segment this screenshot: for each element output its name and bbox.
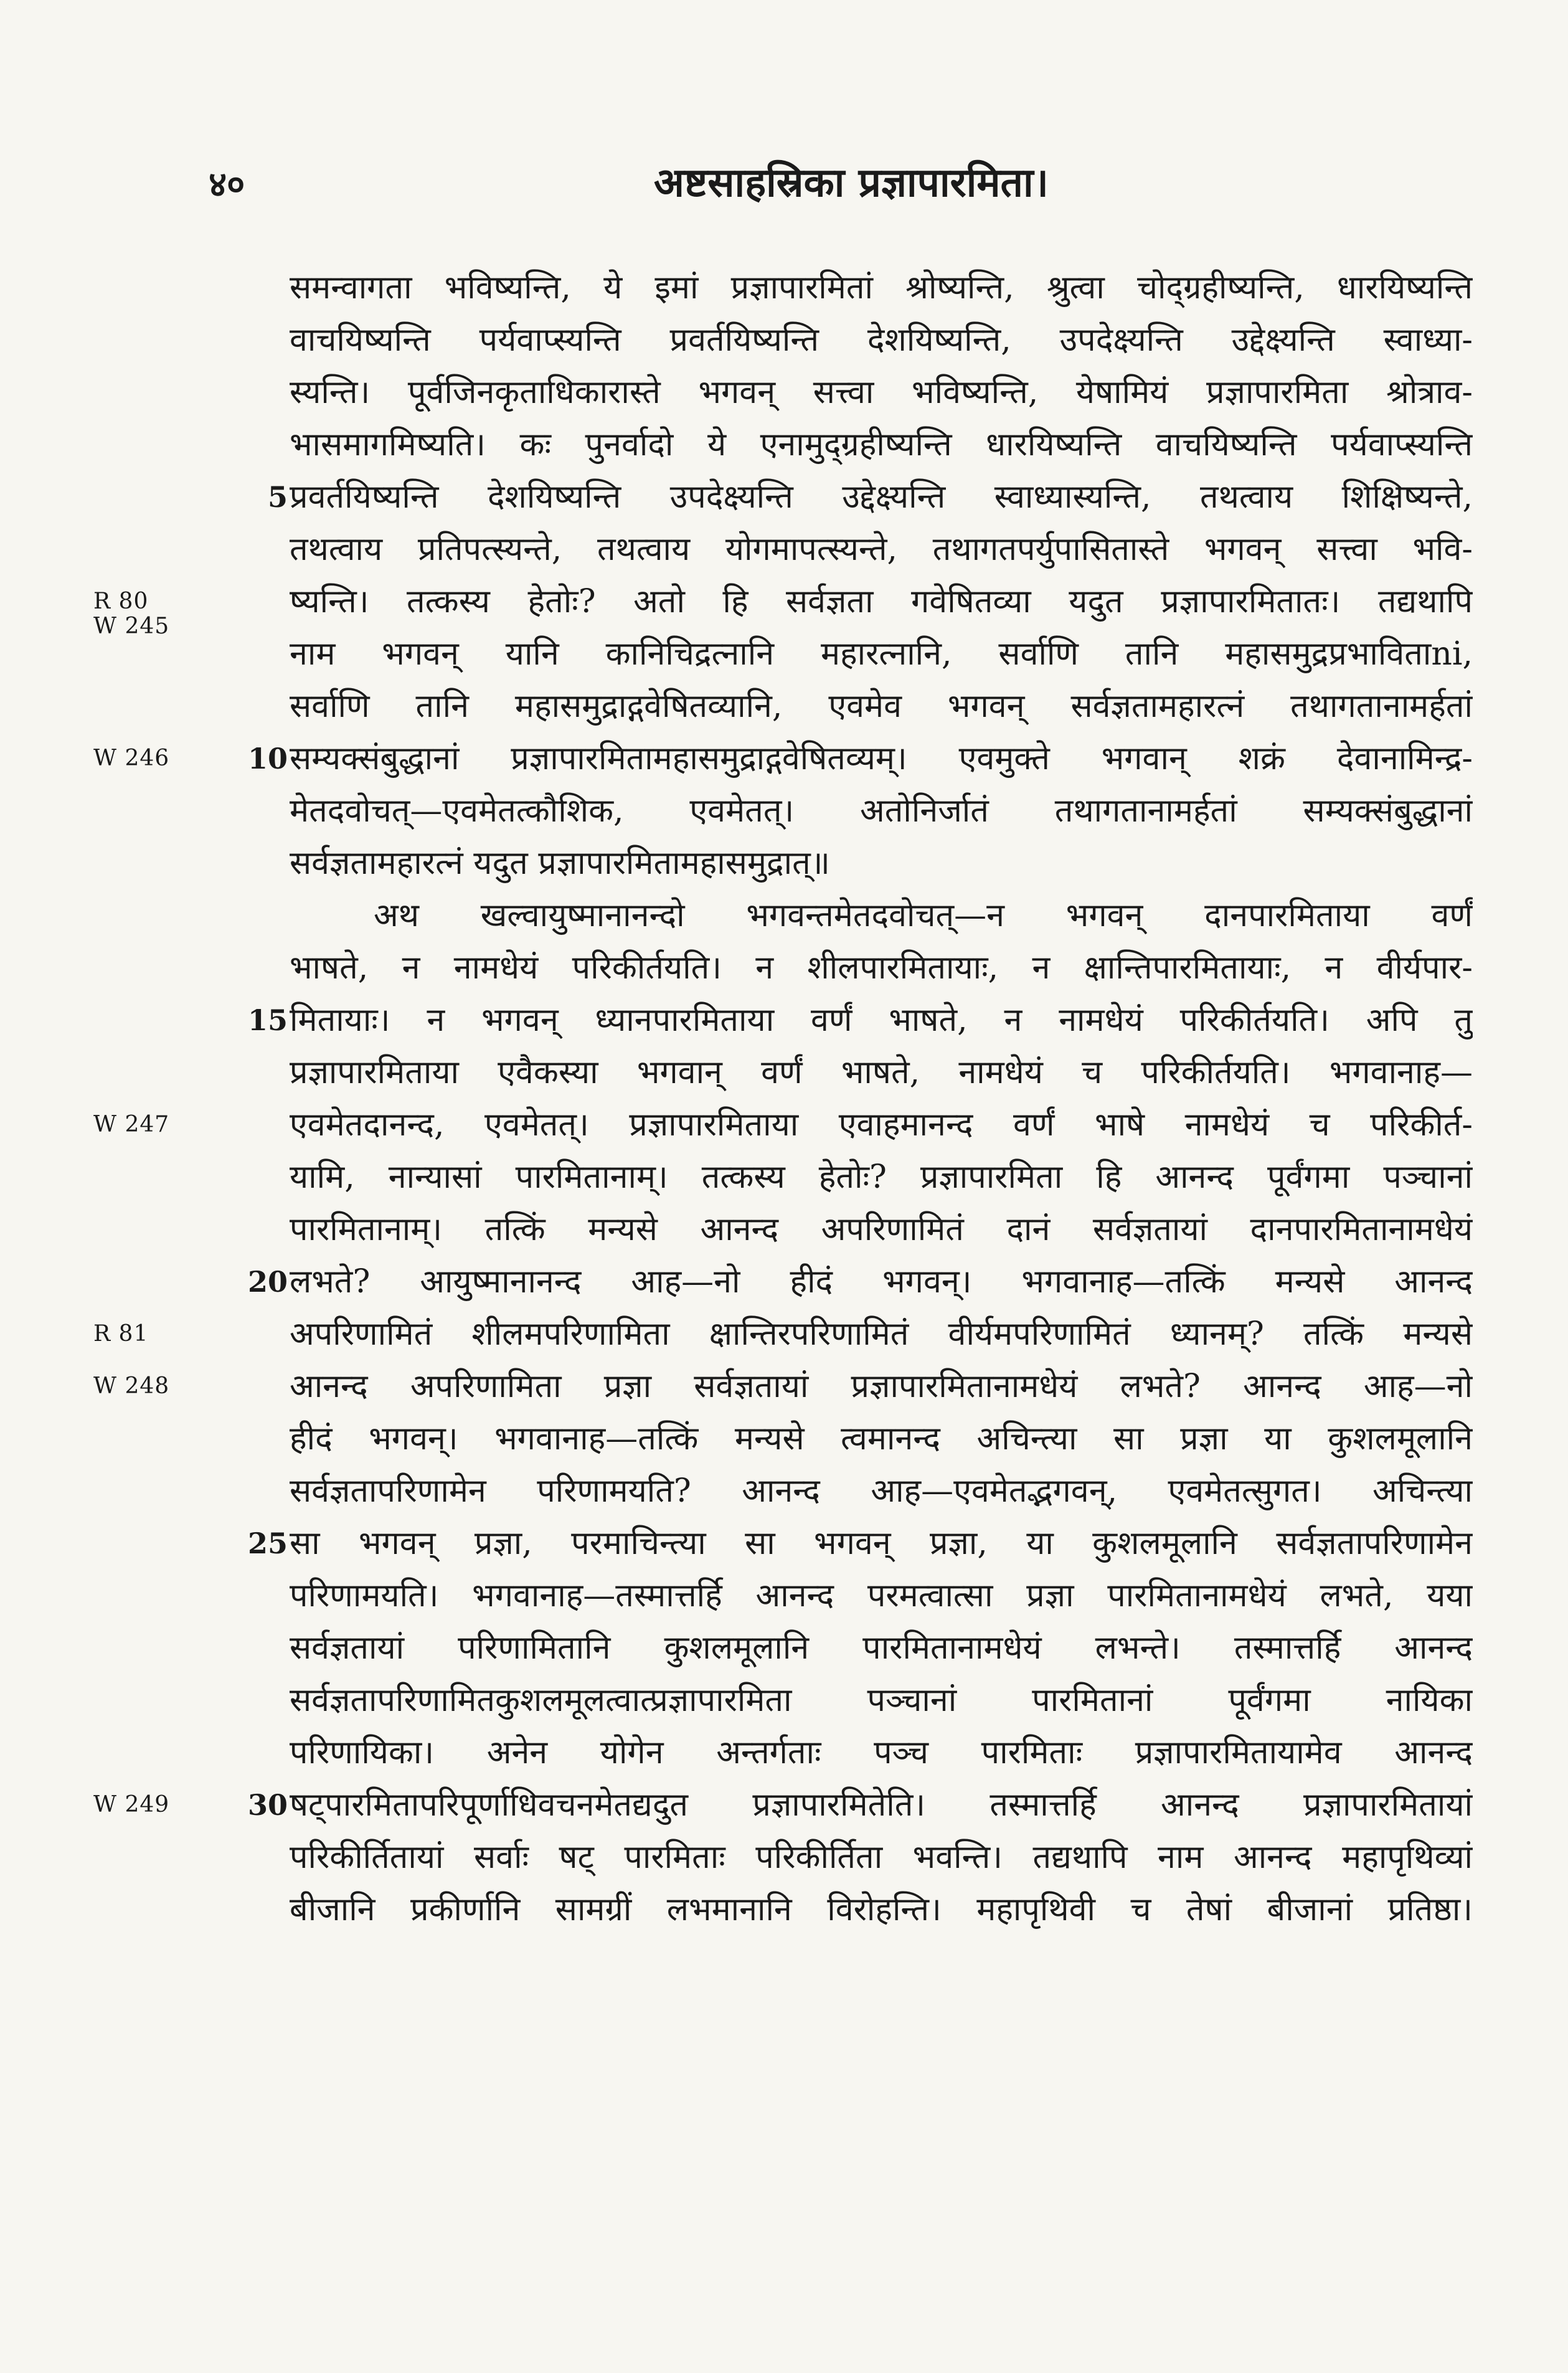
text-line: भाषते, न नामधेयं परिकीर्तयति। न शीलपारमितायाः, न क्षान्तिपारमितायाः, न वीर्यपार- <box>290 949 1473 987</box>
text-line: सर्वज्ञतापरिणामितकुशलमूलत्वात्प्रज्ञापारमिता पञ्चानां पारमितानां पूर्वंगमा नायिका <box>290 1682 1473 1719</box>
page-title: अष्टसाहस्रिका प्रज्ञापारमिता। <box>654 159 1049 206</box>
text-line: ष्यन्ति। तत्कस्य हेतोः? अतो हि सर्वज्ञता गवेषितव्या यदुत प्रज्ञापारमितातः। तद्यथापि <box>290 583 1473 620</box>
text-line: अथ खल्वायुष्मानानन्दो भगवन्तमेतदवोचत्—न भगवन् दानपारमिताया वर्णं <box>374 897 1473 934</box>
margin-reference: W 246 <box>93 746 170 771</box>
text-line: लभते? आयुष्मानानन्द आह—नो हीदं भगवन्। भगवानाह—तत्किं मन्यसे आनन्द <box>290 1263 1473 1300</box>
text-line: पारमितानाम्। तत्किं मन्यसे आनन्द अपरिणामितं दानं सर्वज्ञतायां दानपारमितानामधेयं <box>290 1211 1473 1248</box>
text-line: स्यन्ति। पूर्वजिनकृताधिकारास्ते भगवन् सत्त्वा भविष्यन्ति, येषामियं प्रज्ञापारमिता श्रोत्राव- <box>290 374 1473 411</box>
text-line: यामि, नान्यासां पारमितानाम्। तत्कस्य हेतोः? प्रज्ञापारमिता हि आनन्द पूर्वंगमा पञ्चानां <box>290 1158 1473 1196</box>
line-number: 15 <box>247 1003 288 1037</box>
line-number: 30 <box>247 1788 288 1822</box>
text-line: आनन्द अपरिणामिता प्रज्ञा सर्वज्ञतायां प्रज्ञापारमितानामधेयं लभते? आनन्द आह—नो <box>290 1368 1473 1405</box>
text-line: सर्वज्ञतापरिणामेन परिणामयति? आनन्द आह—एवमेतद्भगवन्, एवमेतत्सुगत। अचिन्त्या <box>290 1472 1473 1510</box>
text-line: सर्वाणि तानि महासमुद्राद्गवेषितव्यानि, एवमेव भगवन् सर्वज्ञतामहारत्नं तथागतानामर्हतां <box>290 688 1473 725</box>
margin-reference: R 80 <box>93 589 149 614</box>
text-line: परिणामयति। भगवानाह—तस्मात्तर्हि आनन्द परमत्वात्सा प्रज्ञा पारमितानामधेयं लभते, यया <box>290 1577 1473 1614</box>
text-line: सम्यक्संबुद्धानां प्रज्ञापारमितामहासमुद्राद्गवेषितव्यम्। एवमुक्ते भगवान् शक्रं देवानामिन्द्र- <box>290 740 1473 777</box>
margin-reference: W 249 <box>93 1792 170 1817</box>
text-line: सर्वज्ञतामहारत्नं यदुत प्रज्ञापारमितामहासमुद्रात्॥ <box>290 845 830 882</box>
line-number: 25 <box>247 1527 288 1560</box>
margin-reference: W 247 <box>93 1112 170 1137</box>
line-number: 5 <box>267 480 288 514</box>
page-number: ४० <box>209 164 245 205</box>
text-line: मेतदवोचत्—एवमेतत्कौशिक, एवमेतत्। अतोनिर्जातं तथागतानामर्हतां सम्यक्संबुद्धानां <box>290 792 1473 830</box>
text-line: भासमागमिष्यति। कः पुनर्वादो ये एनामुद्ग्रहीष्यन्ति धारयिष्यन्ति वाचयिष्यन्ति पर्यवाप्स्यन्ति <box>290 426 1473 463</box>
text-line: अपरिणामितं शीलमपरिणामिता क्षान्तिरपरिणामितं वीर्यमपरिणामितं ध्यानम्? तत्किं मन्यसे <box>290 1315 1473 1353</box>
text-line: वाचयिष्यन्ति पर्यवाप्स्यन्ति प्रवर्तयिष्यन्ति देशयिष्यन्ति, उपदेक्ष्यन्ति उद्देक्ष्यन्ति स्वाध्या- <box>290 321 1473 359</box>
margin-reference: W 248 <box>93 1373 170 1399</box>
text-line: षट्पारमितापरिपूर्णाधिवचनमेतद्यदुत प्रज्ञापारमितेति। तस्मात्तर्हि आनन्द प्रज्ञापारमितायां <box>290 1786 1473 1824</box>
text-line: बीजानि प्रकीर्णानि सामग्रीं लभमानानि विरोहन्ति। महापृथिवी च तेषां बीजानां प्रतिष्ठा। <box>290 1891 1473 1928</box>
text-line: तथत्वाय प्रतिपत्स्यन्ते, तथत्वाय योगमापत्स्यन्ते, तथागतपर्युपासितास्ते भगवन् सत्त्वा भवि- <box>290 531 1473 568</box>
text-line: नाम भगवन् यानि कानिचिद्रत्नानि महारत्नानि, सर्वाणि तानि महासमुद्रप्रभाविताni, <box>290 635 1473 673</box>
text-line: परिकीर्तितायां सर्वाः षट् पारमिताः परिकीर्तिता भवन्ति। तद्यथापि नाम आनन्द महापृथिव्यां <box>290 1839 1473 1876</box>
text-line: प्रज्ञापारमिताया एवैकस्या भगवान् वर्णं भाषते, नामधेयं च परिकीर्तयति। भगवानाह— <box>290 1054 1473 1091</box>
text-line: मितायाः। न भगवन् ध्यानपारमिताया वर्णं भाषते, न नामधेयं परिकीर्तयति। अपि तु <box>290 1002 1473 1039</box>
line-number: 10 <box>247 742 288 775</box>
text-line: सर्वज्ञतायां परिणामितानि कुशलमूलानि पारमितानामधेयं लभन्ते। तस्मात्तर्हि आनन्द <box>290 1629 1473 1667</box>
text-line: एवमेतदानन्द, एवमेतत्। प्रज्ञापारमिताया एवाहमानन्द वर्णं भाषे नामधेयं च परिकीर्त- <box>290 1106 1473 1144</box>
text-line: समन्वागता भविष्यन्ति, ये इमां प्रज्ञापारमितां श्रोष्यन्ति, श्रुत्वा चोद्ग्रहीष्यन्ति, धारयिष्यन्ति <box>290 269 1473 306</box>
text-line: सा भगवन् प्रज्ञा, परमाचिन्त्या सा भगवन् प्रज्ञा, या कुशलमूलानि सर्वज्ञतापरिणामेन <box>290 1525 1473 1562</box>
margin-reference: W 245 <box>93 613 170 639</box>
line-number: 20 <box>247 1265 288 1299</box>
text-line: हीदं भगवन्। भगवानाह—तत्किं मन्यसे त्वमानन्द अचिन्त्या सा प्रज्ञा या कुशलमूलानि <box>290 1420 1473 1457</box>
text-line: परिणायिका। अनेन योगेन अन्तर्गताः पञ्च पारमिताः प्रज्ञापारमितायामेव आनन्द <box>290 1734 1473 1771</box>
margin-reference: R 81 <box>93 1321 149 1347</box>
text-line: प्रवर्तयिष्यन्ति देशयिष्यन्ति उपदेक्ष्यन्ति उद्देक्ष्यन्ति स्वाध्यास्यन्ति, तथत्वाय शिक्षिष्यन्ते, <box>290 478 1473 516</box>
